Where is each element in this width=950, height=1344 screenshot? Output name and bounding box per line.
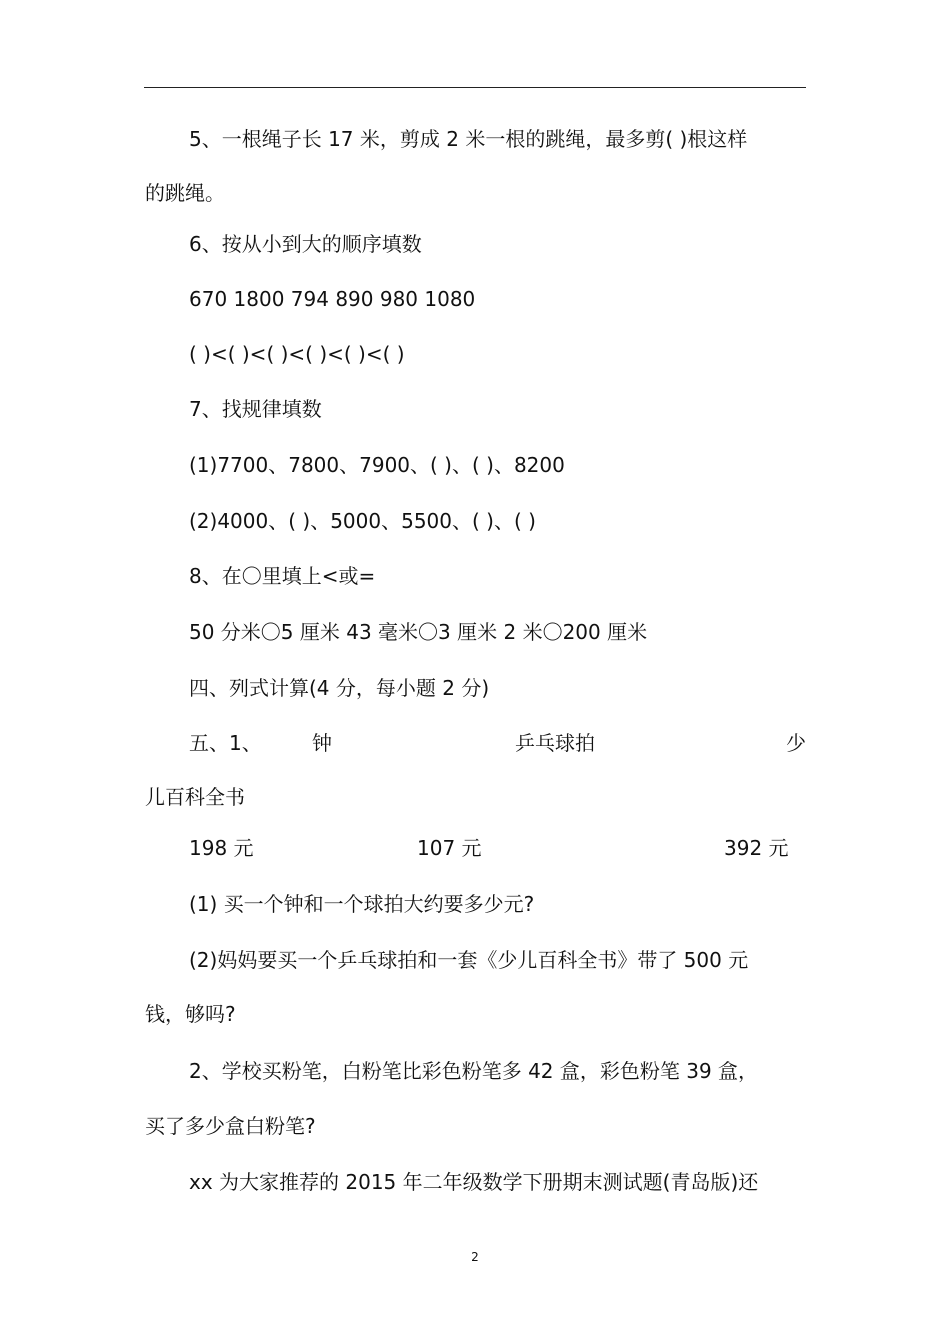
page-number: 2 <box>471 1250 479 1264</box>
prices-row <box>189 835 806 861</box>
question-8-title: 8、在〇里填上<或= <box>189 564 376 588</box>
subquestion-2-line-2: 钱，够吗? <box>145 1002 236 1026</box>
item-clock: 钟 <box>312 731 332 755</box>
subquestion-2-line-1: (2)妈妈要买一个乒乓球拍和一套《少儿百科全书》带了 500 元 <box>189 948 749 972</box>
section-4-title: 四、列式计算(4 分，每小题 2 分) <box>189 676 490 700</box>
question-7-part-2: (2)4000、( )、5000、5500、( )、( ) <box>189 509 536 533</box>
item-encyclopedia-cont: 儿百科全书 <box>145 785 245 809</box>
question-7-part-1: (1)7700、7800、7900、( )、( )、8200 <box>189 453 565 477</box>
subquestion-1: (1) 买一个钟和一个球拍大约要多少元? <box>189 892 535 916</box>
price-paddle: 107 元 <box>417 836 482 860</box>
price-clock: 198 元 <box>189 836 254 860</box>
question-8-items: 50 分米〇5 厘米 43 毫米〇3 厘米 2 米〇200 厘米 <box>189 620 648 644</box>
header-rule <box>144 87 806 88</box>
item-paddle: 乒乓球拍 <box>515 731 595 755</box>
question-6-blanks: ( )<( )<( )<( )<( )<( ) <box>189 342 405 366</box>
question-6-numbers: 670 1800 794 890 980 1080 <box>189 287 476 311</box>
question-2-line-2: 买了多少盒白粉笔? <box>145 1114 316 1138</box>
question-2-line-1: 2、学校买粉笔，白粉笔比彩色粉笔多 42 盒，彩色粉笔 39 盒， <box>189 1059 759 1083</box>
question-5-line-2: 的跳绳。 <box>145 181 225 205</box>
item-encyclopedia-start: 少 <box>786 731 806 755</box>
section-5-items-row <box>189 730 806 756</box>
question-7-title: 7、找规律填数 <box>189 397 322 421</box>
closing-paragraph: xx 为大家推荐的 2015 年二年级数学下册期末测试题(青岛版)还 <box>189 1170 759 1194</box>
section-5-label: 五、1、 <box>189 731 262 755</box>
price-encyclopedia: 392 元 <box>724 836 789 860</box>
question-5-line-1: 5、一根绳子长 17 米，剪成 2 米一根的跳绳，最多剪( )根这样 <box>189 127 748 151</box>
question-6-title: 6、按从小到大的顺序填数 <box>189 232 422 256</box>
